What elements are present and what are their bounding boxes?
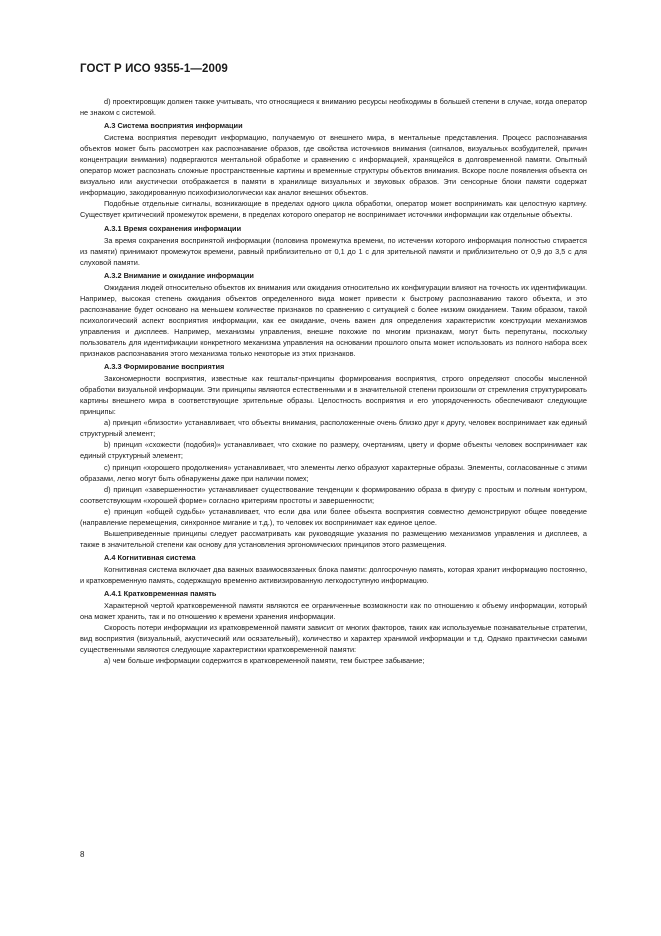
section-heading: А.4.1 Кратковременная память — [104, 589, 217, 599]
paragraph: d) принцип «завершенности» устанавливает существование тенденции к формированию образа в фигуру с простым и полным контуром, соответствующим «хорошей форме» согласно критериям простоты и завершенности; — [80, 484, 587, 505]
paragraph: b) принцип «схожести (подобия)» устанавливает, что схожие по размеру, очертаниям, цвету и форме объекты человек воспринимает как единый структурный элемент; — [80, 440, 587, 461]
section-heading: А.3 Система восприятия информации — [104, 121, 243, 131]
paragraph: Подобные отдельные сигналы, возникающие в пределах одного цикла обработки, оператор может воспринимать как целостную картину. Существует критический промежуток времени, в пределах которого оператор не воспринимает источники информации как отдельные объекты. — [80, 199, 587, 220]
document-header: ГОСТ Р ИСО 9355-1—2009 — [80, 63, 228, 75]
section-heading: А.3.1 Время сохранения информации — [104, 223, 242, 233]
paragraph: Ожидания людей относительно объектов их внимания или ожидания относительно их конфигурации влияют на точность их идентификации. Например, высокая степень ожидания объектов определенного вида может привести к быстрому распознаванию такого объекта, и это распознавание будет основано на меньшем количестве признаков по сравнению с ситуацией с более низким ожиданием. Таким образом, такой психологический аспект восприятия информации, как ее ожидание, очень важен для определения характеристик конструкции механизмов управления и дисплеев. Например, механизмы управления, внешне похожие по многим признакам, могут быть перепутаны, поскольку пользователь для идентификации конкретного механизма управления на основании прошлого опыта может использовать из полного набора всех признаков распознавания этого механизма только некоторые из этих признаков. — [80, 282, 587, 359]
paragraph: Характерной чертой кратковременной памяти являются ее ограниченные возможности как по отношению к объему информации, который она может хранить, так и по отношению к времени хранения информации. — [80, 601, 587, 622]
section-heading: А.3.3 Формирование восприятия — [104, 362, 225, 372]
paragraph: d) проектировщик должен также учитывать, что относящиеся к вниманию ресурсы необходимы в большей степени в случае, когда оператор не знаком с системой. — [80, 97, 587, 118]
section-heading: А.4 Когнитивная система — [104, 552, 196, 562]
paragraph: Закономерности восприятия, известные как гештальт-принципы формирования восприятия, строго определяют способы мысленной обработки визуальной информации. Эти принципы являются естественными и в значительной степени произошли от стремления структурировать картины внешнего мира в соответствующие зрительные образы. Целостность восприятия и его упорядоченность обеспечивают следующие принципы: — [80, 374, 587, 417]
paragraph: Вышеприведенные принципы следует рассматривать как руководящие указания по размещению механизмов управления и дисплеев, а также в значительной степени как основу для установления эргономических принципов этого размещения. — [80, 528, 587, 549]
page-number: 8 — [80, 850, 85, 859]
document-body — [80, 96, 587, 666]
paragraph: Система восприятия переводит информацию, получаемую от внешнего мира, в ментальные представления. Процесс распознавания объектов может быть рассмотрен как распознавание образов, где свойства источников внимания (сигналов, визуальных возбудителей, причин концентрации внимания) подвергаются ментальной обработке и сравнению с информацией, хранящейся в долговременной памяти. Опытный оператор может распознать сложные пространственные картины и временные структуры объектов внимания. Вскоре после появления объекта он визуально или акустически отображается в памяти в хранилище визуальных и звуковых образов. Эти сенсорные блоки памяти содержат информацию, закодированную психофизиологически как аналог внешних объектов. — [80, 133, 587, 198]
paragraph: c) принцип «хорошего продолжения» устанавливает, что элементы легко образуют характерные образы. Элементы, согласованные с этими образами, легко могут быть обнаружены даже при наличии помех; — [80, 462, 587, 483]
paragraph: a) принцип «близости» устанавливает, что объекты внимания, расположенные очень близко друг к другу, человек воспринимает как единый структурный элемент; — [80, 418, 587, 439]
paragraph: Скорость потери информации из кратковременной памяти зависит от многих факторов, таких как используемые познавательные стратегии, вид восприятия (визуальный, акустический или осязательный), количество и характер хранимой информации и т.д. Однако практически самыми существенными являются следующие характеристики кратковременной памяти: — [80, 623, 587, 655]
paragraph: Когнитивная система включает два важных взаимосвязанных блока памяти: долгосрочную память, которая хранит информацию постоянно, и кратковременную память, содержащую временно активизированную легкодоступную информацию. — [80, 564, 587, 585]
section-heading: А.3.2 Внимание и ожидание информации — [104, 270, 254, 280]
paragraph: За время сохранения воспринятой информации (половина промежутка времени, по истечении которого информация полностью стирается из памяти) принимают промежуток времени, равный приблизительно от 0,1 до 1 с для зрительной памяти и приблизительно от 0,9 до 3,5 с для слуховой памяти. — [80, 235, 587, 267]
paragraph: a) чем больше информации содержится в кратковременной памяти, тем быстрее забывание; — [104, 656, 425, 666]
paragraph: e) принцип «общей судьбы» устанавливает, что если два или более объекта восприятия совместно демонстрируют общее поведение (направление перемещения, синхронное мигание и т.д.), то человек их воспринимает как единое целое. — [80, 506, 587, 527]
